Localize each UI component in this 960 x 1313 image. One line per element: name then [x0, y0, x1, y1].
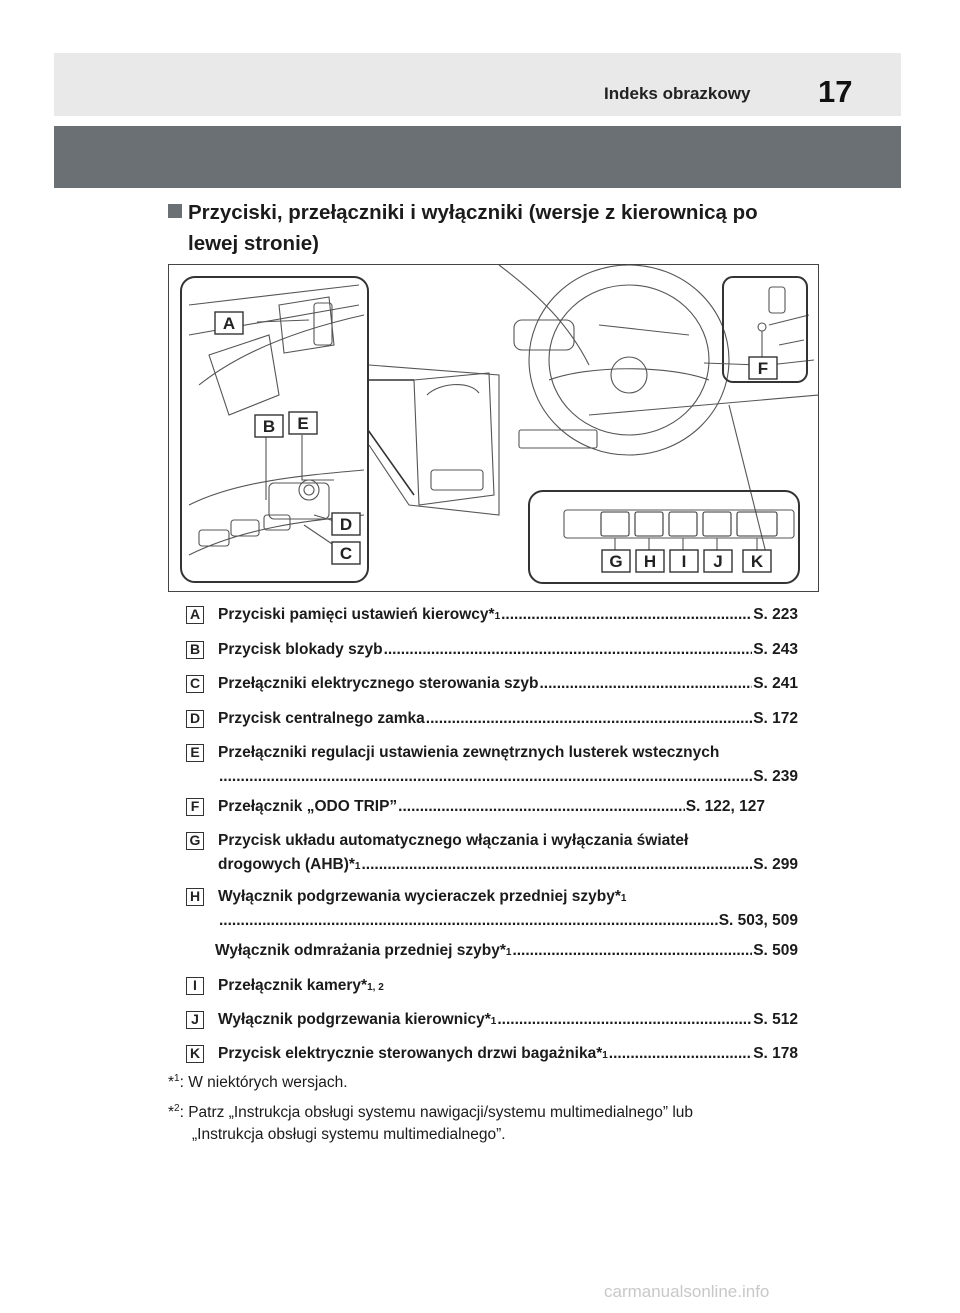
item-page: S. 223	[753, 606, 798, 623]
dashboard-illustration	[168, 264, 819, 592]
item-text: Przycisk układu automatycznego włączania i wyłączania świateł	[218, 832, 689, 849]
footnote	[168, 1102, 693, 1146]
item-page: S. 178	[753, 1045, 798, 1062]
item-text: Wyłącznik podgrzewania wycieraczek przedniej szyby*	[218, 888, 621, 905]
item-page: S. 239	[753, 768, 798, 785]
list-item	[186, 675, 798, 693]
footnote-sup: 1	[174, 1073, 180, 1084]
item-text: Przycisk elektrycznie sterowanych drzwi bagażnika*	[218, 1045, 603, 1062]
list-item	[186, 641, 798, 659]
callout-c: C	[339, 544, 353, 563]
header-title: Indeks obrazkowy	[604, 84, 751, 103]
callout-f: F	[757, 359, 769, 378]
footnote-mark: *	[168, 1074, 175, 1091]
item-badge: A	[186, 606, 204, 624]
item-badge: I	[186, 977, 204, 995]
header-band	[54, 126, 901, 188]
footnote-text: : Patrz „Instrukcja obsługi systemu nawigacji/systemu multimedialnego” lub	[179, 1104, 694, 1121]
item-text: Przełącznik kamery*	[218, 977, 368, 994]
item-badge: D	[186, 710, 204, 728]
item-page: S. 172	[753, 710, 798, 727]
section-heading-line2: lewej stronie)	[188, 232, 320, 255]
item-text-line2: drogowych (AHB)*	[218, 856, 355, 873]
footnote-sup: 2	[174, 1103, 180, 1114]
list-item	[186, 744, 798, 786]
square-bullet-icon	[168, 204, 182, 218]
item-badge: E	[186, 744, 204, 762]
item-page: S. 122, 127	[685, 798, 765, 815]
list-item: J Wyłącznik podgrzewania kierownicy* 1 ..... S. 512	[186, 1011, 798, 1029]
list-item: I Przełącznik kamery* 1, 2	[186, 977, 798, 995]
footnote-text-line2: „Instrukcja obsługi systemu multimedialnego”.	[192, 1126, 506, 1143]
item-text: Przycisk centralnego zamka	[218, 710, 425, 727]
list-item: K Przycisk elektrycznie sterowanych drzwi bagażnika* 1 ..... S. 178	[186, 1045, 798, 1063]
callout-a: A	[222, 314, 236, 333]
list-item: A Przyciski pamięci ustawień kierowcy* 1 ..... S. 223	[186, 606, 798, 624]
callout-e: E	[297, 414, 309, 433]
callout-k: K	[750, 552, 764, 571]
dashboard-drawing	[169, 265, 819, 592]
item-text: Przełączniki regulacji ustawienia zewnętrznych lusterek wstecznych	[218, 744, 720, 761]
item-text: Wyłącznik odmrażania przedniej szyby*	[215, 942, 506, 959]
list-item: Wyłącznik odmrażania przedniej szyby* 1 ..... S. 509	[186, 942, 798, 960]
list-item	[186, 710, 798, 728]
item-page: S. 509	[753, 942, 798, 959]
item-text: Przełącznik „ODO TRIP”	[218, 798, 398, 815]
item-page: S. 241	[753, 675, 798, 692]
list-item	[186, 798, 798, 816]
item-text: Wyłącznik podgrzewania kierownicy*	[218, 1011, 491, 1028]
item-badge: J	[186, 1011, 204, 1029]
callout-b: B	[262, 417, 276, 436]
item-badge: F	[186, 798, 204, 816]
item-page: S. 299	[753, 856, 798, 873]
list-item: H Wyłącznik podgrzewania wycieraczek przedniej szyby* 1 ..... S. 503, 509	[186, 888, 798, 930]
item-page: S. 243	[753, 641, 798, 658]
callout-d: D	[339, 515, 353, 534]
item-badge: B	[186, 641, 204, 659]
page-number: 17	[818, 74, 853, 109]
item-badge: K	[186, 1045, 204, 1063]
callout-h: H	[643, 552, 657, 571]
item-badge: C	[186, 675, 204, 693]
item-page: S. 503, 509	[718, 912, 798, 929]
section-heading-line1: Przyciski, przełączniki i wyłączniki (wersje z kierownicą po	[188, 201, 758, 224]
item-text: Przyciski pamięci ustawień kierowcy*	[218, 606, 495, 623]
watermark: carmanualsonline.info	[604, 1282, 770, 1301]
item-text: Przełączniki elektrycznego sterowania szyb	[218, 675, 539, 692]
callout-i: I	[681, 552, 687, 571]
footnote	[168, 1072, 348, 1094]
footnote-mark: *	[168, 1104, 175, 1121]
footnote-text: : W niektórych wersjach.	[179, 1074, 348, 1091]
header-bar	[54, 53, 901, 116]
item-badge: G	[186, 832, 204, 850]
item-badge: H	[186, 888, 204, 906]
section-heading	[168, 197, 808, 259]
item-page: S. 512	[753, 1011, 798, 1028]
callout-g: G	[609, 552, 623, 571]
item-text: Przycisk blokady szyb	[218, 641, 383, 658]
list-item: G Przycisk układu automatycznego włączania i wyłączania świateł drogowych (AHB)* 1 ..... S. 299	[186, 832, 798, 874]
callout-j: J	[713, 552, 723, 571]
